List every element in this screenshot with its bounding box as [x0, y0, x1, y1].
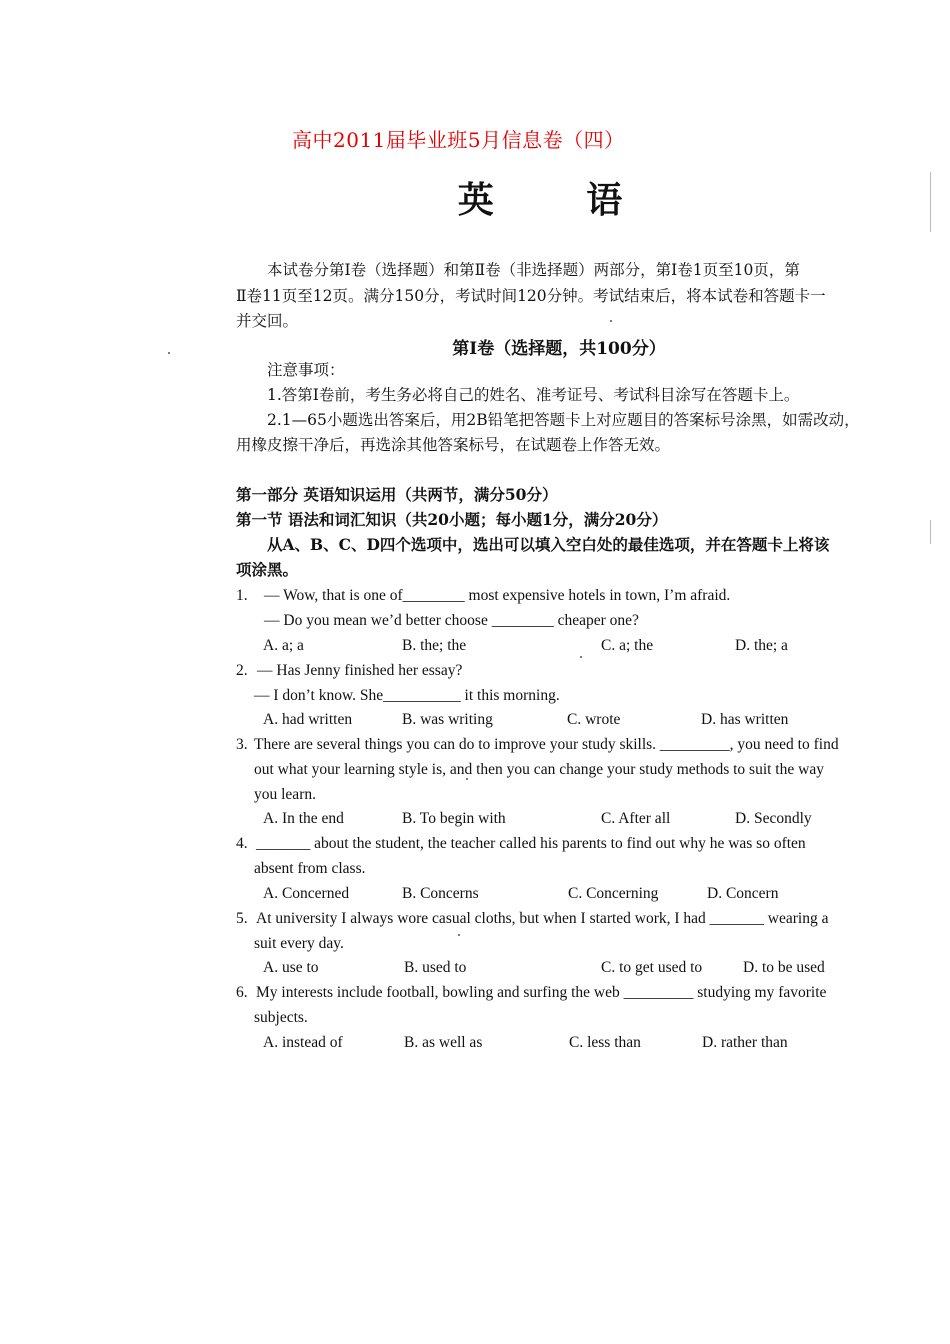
intro-line-1: 本试卷分第Ⅰ卷（选择题）和第Ⅱ卷（非选择题）两部分，第Ⅰ卷1页至10页，第: [267, 261, 800, 279]
option-a: A. use to: [263, 959, 319, 976]
option-a: A. had written: [263, 711, 353, 728]
option-b: B. the; the: [402, 637, 467, 654]
question-number: 5.: [236, 910, 248, 927]
question-line: — Has Jenny finished her essay?: [257, 662, 463, 679]
question-number: 1.: [236, 587, 248, 604]
option-c: C. to get used to: [601, 959, 703, 976]
question-line: At university I always wore casual cloths, but when I started work, I had _______ wearing a: [256, 910, 829, 927]
intro-paragraph: [236, 258, 882, 283]
option-d: D. to be used: [743, 959, 825, 976]
question-line: — I don’t know. She__________ it this morning.: [254, 687, 560, 704]
scan-edge-mark: [930, 172, 931, 232]
option-a: A. instead of: [263, 1034, 343, 1051]
option-b: B. To begin with: [402, 810, 506, 827]
option-b: B. used to: [404, 959, 467, 976]
question-line: you learn.: [254, 786, 316, 803]
scan-speck: [168, 352, 170, 354]
option-c: C. wrote: [567, 711, 621, 728]
scan-speck: [610, 320, 612, 322]
option-d: D. has written: [701, 711, 789, 728]
question-line: — Wow, that is one of________ most expensive hotels in town, I’m afraid.: [264, 587, 731, 604]
intro-line-3: 并交回。: [236, 312, 299, 330]
option-c: C. a; the: [601, 637, 654, 654]
question-number: 6.: [236, 984, 248, 1001]
notice-label: 注意事项：: [267, 361, 345, 379]
option-b: B. was writing: [402, 711, 493, 728]
question-number: 2.: [236, 662, 248, 679]
option-b: B. Concerns: [402, 885, 479, 902]
option-d: D. rather than: [702, 1034, 788, 1051]
notice-item-2: 2.1—65小题选出答案后，用2B铅笔把答题卡上对应题目的答案标号涂黑，如需改动，: [267, 411, 860, 429]
question-number: 4.: [236, 835, 248, 852]
option-d: D. Secondly: [735, 810, 812, 827]
section-instruction: 从A、B、C、D四个选项中，选出可以填入空白处的最佳选项，并在答题卡上将该: [267, 535, 830, 554]
question-line: — Do you mean we’d better choose ________ cheaper one?: [264, 612, 639, 629]
option-a: A. a; a: [263, 637, 304, 654]
question-line: out what your learning style is, and then you can change your study methods to suit the way: [254, 761, 824, 778]
scan-edge-mark: [930, 520, 931, 544]
option-a: A. In the end: [263, 810, 344, 827]
question-number: 3.: [236, 736, 248, 753]
scan-speck: [458, 934, 460, 936]
option-c: C. less than: [569, 1034, 641, 1051]
option-c: C. Concerning: [568, 885, 659, 902]
scan-speck: [466, 778, 468, 780]
part1-heading: 第Ⅰ卷（选择题，共100分）: [452, 339, 666, 359]
notice-item-1: 1.答第Ⅰ卷前，考生务必将自己的姓名、准考证号、考试科目涂写在答题卡上。: [267, 386, 800, 404]
question-line: suit every day.: [254, 935, 344, 952]
question-line: My interests include football, bowling and surfing the web _________ studying my favorite: [256, 984, 827, 1001]
question-line: absent from class.: [254, 860, 366, 877]
question-line: There are several things you can do to improve your study skills. _________, you need to find: [254, 736, 839, 753]
part-title: 第一部分 英语知识运用（共两节，满分50分）: [236, 485, 558, 504]
section-title: 第一节 语法和词汇知识（共20小题；每小题1分，满分20分）: [236, 510, 668, 529]
question-line: _______ about the student, the teacher called his parents to find out why he was so often: [256, 835, 806, 852]
option-a: A. Concerned: [263, 885, 350, 902]
subject-title: 英 语: [457, 179, 663, 221]
option-c: C. After all: [601, 810, 671, 827]
option-d: D. Concern: [707, 885, 779, 902]
option-b: B. as well as: [404, 1034, 483, 1051]
scan-speck: [580, 656, 582, 658]
section-instruction-cont: 项涂黑。: [236, 560, 299, 579]
option-d: D. the; a: [735, 637, 788, 654]
question-line: subjects.: [254, 1009, 308, 1026]
notice-item-2-cont: 用橡皮擦干净后，再选涂其他答案标号，在试题卷上作答无效。: [236, 436, 671, 454]
intro-line-2: Ⅱ卷11页至12页。满分150分，考试时间120分钟。考试结束后，将本试卷和答题卡一: [236, 287, 826, 305]
exam-header-title: 高中2011届毕业班5月信息卷（四）: [292, 128, 625, 152]
